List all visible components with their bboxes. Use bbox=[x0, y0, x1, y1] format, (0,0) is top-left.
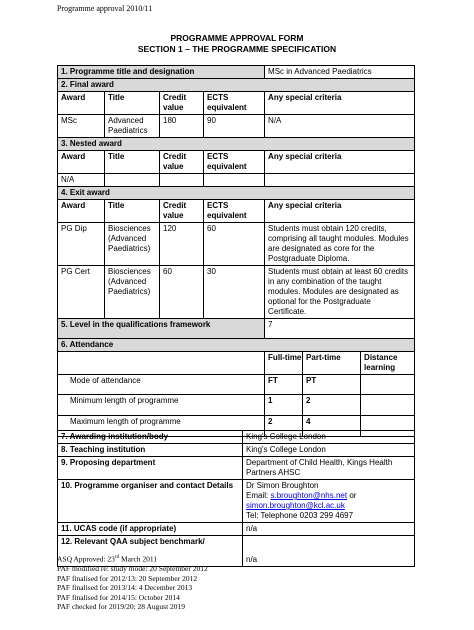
top-note: Programme approval 2010/11 bbox=[57, 4, 153, 13]
exit-title: Biosciences (Advanced Paediatrics) bbox=[105, 266, 160, 319]
email-link-nhs[interactable]: s.broughton@nhs.net bbox=[270, 491, 348, 500]
footer-sup: rd bbox=[114, 555, 120, 560]
s10-label: 10. Programme organiser and contact Details bbox=[58, 480, 243, 523]
attendance-ft: 1 bbox=[265, 395, 303, 416]
col-award: Award bbox=[58, 92, 105, 115]
final-title: Advanced Paediatrics bbox=[105, 115, 160, 138]
programme-title-value: MSc in Advanced Paediatrics bbox=[265, 66, 415, 79]
col-ects: ECTS equivalent bbox=[204, 92, 265, 115]
col-ects: ECTS equivalent bbox=[204, 200, 265, 223]
col-special: Any special criteria bbox=[265, 151, 415, 174]
col-ects: ECTS equivalent bbox=[204, 151, 265, 174]
revision-history bbox=[57, 553, 208, 612]
attendance-label: Maximum length of programme bbox=[58, 416, 265, 437]
qualification-level: 7 bbox=[265, 319, 415, 339]
attendance-pt: 2 bbox=[303, 395, 361, 416]
table-row bbox=[58, 375, 415, 395]
s1-label: 1. Programme title and designation bbox=[58, 66, 265, 79]
attendance-ft: FT bbox=[265, 375, 303, 395]
exit-award: PG Dip bbox=[58, 223, 105, 266]
attendance-pt: PT bbox=[303, 375, 361, 395]
ucas-code: n/a bbox=[243, 523, 415, 536]
col-award: Award bbox=[58, 151, 105, 174]
col-special: Any special criteria bbox=[265, 200, 415, 223]
institution-table bbox=[57, 430, 415, 567]
proposing-department: Department of Child Health, Kings Health Partners AHSC bbox=[243, 457, 415, 480]
s3-label: 3. Nested award bbox=[58, 138, 415, 151]
final-special: N/A bbox=[265, 115, 415, 138]
email-link-kcl[interactable]: simon.broughton@kcl.ac.uk bbox=[246, 501, 345, 510]
col-parttime: Part-time bbox=[303, 352, 361, 375]
attendance-ft: 2 bbox=[265, 416, 303, 437]
table-row bbox=[58, 223, 415, 266]
footer-line: PAF finalised for 2013/14: 4 December 2013 bbox=[57, 583, 193, 593]
s5-label: 5. Level in the qualifications framework bbox=[58, 319, 265, 339]
col-credit: Credit value bbox=[160, 151, 204, 174]
final-credit: 180 bbox=[160, 115, 204, 138]
s9-label: 9. Proposing department bbox=[58, 457, 243, 480]
contact-details bbox=[243, 480, 415, 523]
exit-title: Biosciences (Advanced Paediatrics) bbox=[105, 223, 160, 266]
exit-special: Students must obtain at least 60 credits in any combination of the taught modules. Modules are designated as optional for the Postgraduate Certificate. bbox=[265, 266, 415, 319]
exit-credit: 120 bbox=[160, 223, 204, 266]
col-title: Title bbox=[105, 151, 160, 174]
s11-label: 11. UCAS code (if appropriate) bbox=[58, 523, 243, 536]
teaching-institution: King's College London bbox=[243, 444, 415, 457]
table-row bbox=[58, 395, 415, 416]
exit-special: Students must obtain 120 credits, comprising all taught modules. Modules are designated as core for the Postgraduate Diploma. bbox=[265, 223, 415, 266]
col-fulltime: Full-time bbox=[265, 352, 303, 375]
s7-label: 7. Awarding institution/body bbox=[58, 431, 243, 444]
footer-line: PAF checked for 2019/20: 28 August 2019 bbox=[57, 602, 186, 612]
email-label: Email: bbox=[246, 491, 269, 500]
table-row bbox=[58, 266, 415, 319]
attendance-label: Minimum length of programme bbox=[58, 395, 265, 416]
s12-label: 12. Relevant QAA subject benchmark/ bbox=[58, 536, 243, 567]
footer-line: PAF finalised for 2012/13: 20 September 2012 bbox=[57, 573, 198, 583]
organiser-name: Dr Simon Broughton bbox=[246, 481, 319, 490]
exit-credit: 60 bbox=[160, 266, 204, 319]
form-title: PROGRAMME APPROVAL FORM bbox=[170, 33, 304, 43]
footer-line: PAF modified re: study mode: 20 September 2012 bbox=[57, 564, 208, 574]
col-title: Title bbox=[105, 200, 160, 223]
final-ects: 90 bbox=[204, 115, 265, 138]
exit-ects: 30 bbox=[204, 266, 265, 319]
exit-ects: 60 bbox=[204, 223, 265, 266]
nested-award: N/A bbox=[58, 174, 105, 187]
attendance-pt: 4 bbox=[303, 416, 361, 437]
awarding-institution: King's College London bbox=[243, 431, 415, 444]
col-credit: Credit value bbox=[160, 92, 204, 115]
or-text: or bbox=[349, 491, 357, 500]
col-title: Title bbox=[105, 92, 160, 115]
s6-label: 6. Attendance bbox=[58, 339, 415, 352]
programme-spec-table bbox=[57, 65, 415, 437]
exit-award: PG Cert bbox=[58, 266, 105, 319]
footer-line: March 2011 bbox=[119, 554, 158, 564]
s2-label: 2. Final award bbox=[58, 79, 415, 92]
attendance-label: Mode of attendance bbox=[58, 375, 265, 395]
s4-label: 4. Exit award bbox=[58, 187, 415, 200]
col-distance: Distance learning bbox=[361, 352, 415, 375]
s8-label: 8. Teaching institution bbox=[58, 444, 243, 457]
col-special: Any special criteria bbox=[265, 92, 415, 115]
footer-line: PAF finalised for 2014/15: October 2014 bbox=[57, 592, 180, 602]
footer-line: ASQ Approved: 23 bbox=[57, 554, 115, 564]
final-award: MSc bbox=[58, 115, 105, 138]
phone: Tel: Telephone 0203 299 4697 bbox=[246, 511, 354, 520]
col-award: Award bbox=[58, 200, 105, 223]
col-credit: Credit value bbox=[160, 200, 204, 223]
qaa-benchmark: n/a bbox=[243, 536, 415, 567]
section-title: SECTION 1 – THE PROGRAMME SPECIFICATION bbox=[137, 44, 337, 54]
